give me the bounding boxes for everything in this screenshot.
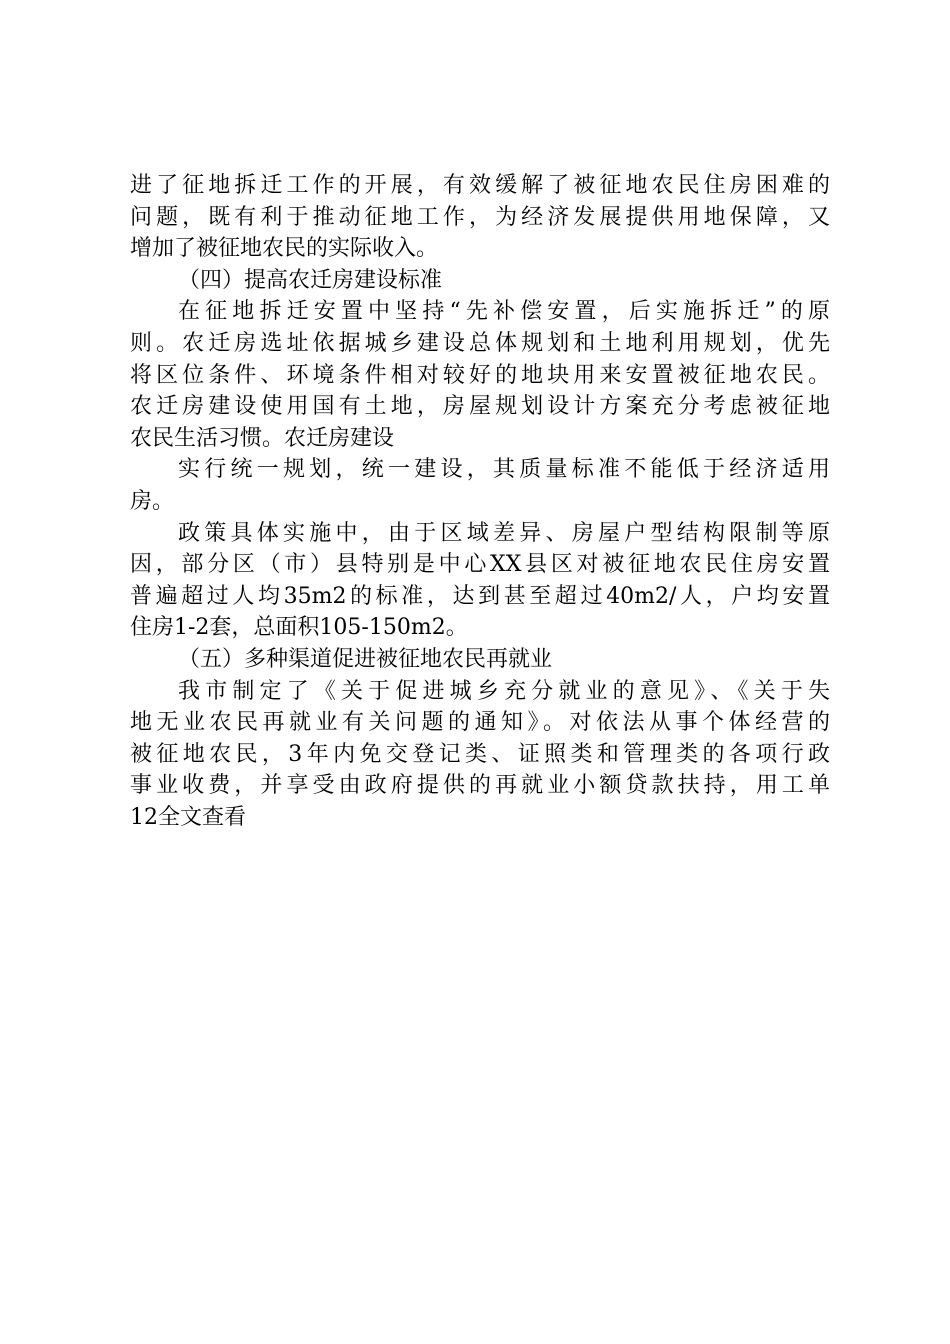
section-heading: （五）多种渠道促进被征地农民再就业 (178, 646, 553, 672)
text-line: 实行统一规划，统一建设，其质量标准不能低于经济适用 (178, 457, 830, 483)
text-line: 则。农迁房选址依据城乡建设总体规划和土地利用规划，优先 (130, 330, 830, 356)
text-line: 我市制定了《关于促进城乡充分就业的意见》、《关于失 (178, 678, 830, 704)
text-line: 农迁房建设使用国有土地，房屋规划设计方案充分考虑被征地 (130, 394, 830, 420)
text-line: 住房1-2套，总面积105-150m2。 (130, 615, 468, 641)
text-line: 增加了被征地农民的实际收入。 (130, 236, 439, 262)
text-line: 事业收费，并享受由政府提供的再就业小额贷款扶持，用工单 (130, 773, 830, 799)
text-line: 政策具体实施中，由于区域差异、房屋户型结构限制等原 (178, 520, 830, 546)
text-line: 地无业农民再就业有关问题的通知》。对依法从事个体经营的 (130, 710, 830, 736)
text-line: 问题，既有利于推动征地工作，为经济发展提供用地保障，又 (130, 204, 830, 230)
text-line: 进了征地拆迁工作的开展，有效缓解了被征地农民住房困难的 (130, 173, 830, 198)
text-line: 房。 (130, 488, 175, 514)
text-line: 因，部分区（市）县特别是中心XX县区对被征地农民住房安置 (130, 552, 830, 578)
document-body (130, 170, 830, 833)
text-line: 被征地农民，3年内免交登记类、证照类和管理类的各项行政 (130, 741, 830, 767)
section-heading: （四）提高农迁房建设标准 (178, 267, 443, 293)
text-line: 在征地拆迁安置中坚持“先补偿安置，后实施拆迁”的原 (178, 299, 830, 325)
view-full-text-link[interactable]: 12全文查看 (130, 804, 246, 830)
text-line: 农民生活习惯。农迁房建设 (130, 425, 395, 451)
text-line: 普遍超过人均35m2的标准，达到甚至超过40m2/人，户均安置 (130, 583, 830, 609)
text-line: 将区位条件、环境条件相对较好的地块用来安置被征地农民。 (130, 362, 830, 388)
